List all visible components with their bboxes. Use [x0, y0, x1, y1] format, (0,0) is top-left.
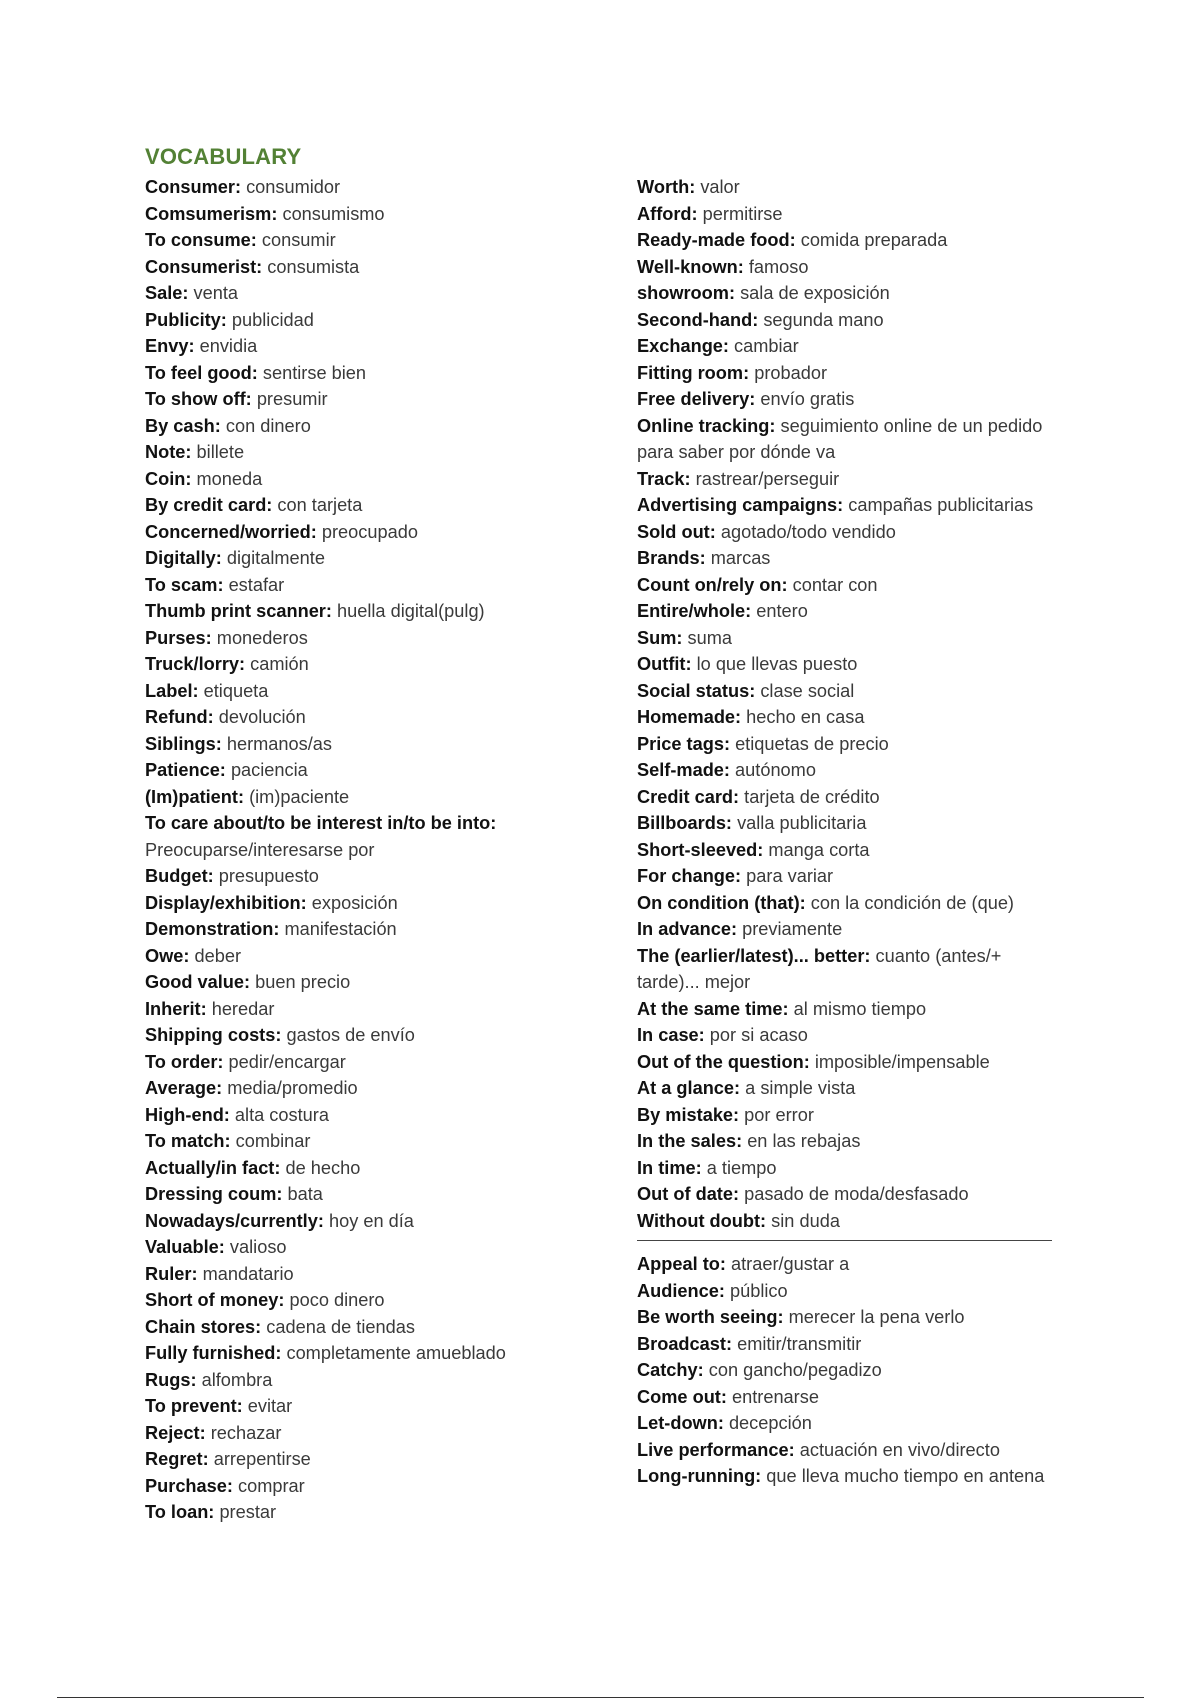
entry-term: Demonstration: — [145, 919, 280, 939]
entry-definition: presupuesto — [218, 866, 319, 886]
entry-term: Actually/in fact: — [145, 1157, 281, 1178]
entry-definition: digitalmente — [226, 548, 325, 568]
vocabulary-entry — [637, 280, 1067, 307]
entry-definition: marcas — [710, 548, 771, 568]
entry-term: By cash: — [145, 415, 221, 436]
vocabulary-entry — [145, 254, 615, 281]
vocabulary-entry — [145, 1446, 615, 1473]
entry-definition: contar con — [792, 574, 878, 595]
entry-definition: consumismo — [282, 203, 385, 224]
entry-definition: hecho en casa — [746, 707, 865, 727]
vocabulary-entry — [637, 572, 1067, 599]
entry-term: To prevent: — [145, 1396, 243, 1416]
footer-rule — [57, 1697, 1144, 1698]
entry-definition: por si acaso — [709, 1025, 808, 1045]
entry-term: Exchange: — [637, 336, 729, 356]
entry-definition: a simple vista — [745, 1078, 856, 1098]
vocabulary-entry — [145, 1499, 615, 1526]
entry-term: Nowadays/currently: — [145, 1210, 324, 1231]
entry-definition: cambiar — [734, 336, 799, 356]
entry-definition: comprar — [238, 1475, 305, 1496]
entry-definition: rechazar — [210, 1422, 282, 1443]
entry-definition: decepción — [728, 1413, 812, 1433]
vocabulary-entry — [145, 1367, 615, 1394]
vocabulary-entry — [145, 492, 615, 519]
vocabulary-column-right — [637, 174, 1067, 1490]
entry-term: Entire/whole: — [637, 601, 752, 621]
entry-definition: rastrear/perseguir — [695, 468, 840, 489]
vocabulary-entry — [637, 651, 1067, 678]
entry-term: Broadcast: — [637, 1333, 733, 1354]
entry-term: showroom: — [637, 283, 736, 303]
entry-term: Comsumerism: — [145, 203, 278, 224]
entry-definition: combinar — [235, 1131, 311, 1151]
vocabulary-entry — [637, 1331, 1067, 1358]
entry-term: Homemade: — [637, 707, 742, 727]
vocabulary-entry — [637, 1049, 1067, 1076]
vocabulary-entry — [145, 1049, 615, 1076]
entry-term: Second-hand: — [637, 309, 759, 330]
entry-term: On condition (that): — [637, 892, 806, 913]
entry-term: Consumer: — [145, 177, 241, 197]
entry-definition: famoso — [748, 256, 809, 277]
entry-definition: alta costura — [234, 1104, 329, 1125]
entry-definition: alfombra — [201, 1369, 273, 1390]
entry-definition: consumista — [267, 256, 360, 277]
entry-definition: billete — [196, 442, 245, 462]
vocabulary-entry — [145, 1287, 615, 1314]
entry-definition: huella digital(pulg) — [337, 601, 485, 621]
entry-definition: merecer la pena verlo — [788, 1307, 965, 1327]
entry-term: Without doubt: — [637, 1210, 767, 1231]
entry-term: Outfit: — [637, 654, 692, 674]
entry-definition: autónomo — [735, 760, 816, 780]
entry-term: To feel good: — [145, 362, 258, 383]
entry-definition: camión — [250, 654, 309, 674]
vocabulary-entry — [637, 1155, 1067, 1182]
entry-definition: completamente amueblado — [286, 1343, 506, 1363]
vocabulary-entry — [637, 1463, 1067, 1490]
entry-definition: con gancho/pegadizo — [708, 1360, 882, 1380]
entry-definition: hoy en día — [328, 1210, 414, 1231]
vocabulary-entry — [145, 1314, 615, 1341]
entry-term: Shipping costs: — [145, 1025, 282, 1045]
vocabulary-entry — [637, 227, 1067, 254]
entry-term: Well-known: — [637, 256, 744, 277]
entry-definition: manifestación — [284, 919, 397, 939]
entry-definition: consumir — [261, 230, 336, 250]
entry-term: Thumb print scanner: — [145, 601, 332, 621]
entry-term: To care about/to be interest in/to be into: — [145, 813, 497, 833]
entry-definition: atraer/gustar a — [730, 1254, 850, 1274]
entry-term: Free delivery: — [637, 389, 756, 409]
vocabulary-entry — [637, 1022, 1067, 1049]
vocabulary-entry — [637, 333, 1067, 360]
entry-definition: envidia — [199, 336, 258, 356]
vocabulary-entry — [145, 678, 615, 705]
entry-term: Purses: — [145, 627, 212, 648]
entry-definition: Preocuparse/interesarse por — [145, 839, 375, 860]
vocabulary-entry — [145, 810, 615, 863]
vocabulary-entry — [637, 704, 1067, 731]
entry-definition: con la condición de (que) — [810, 892, 1014, 913]
vocabulary-entry — [145, 625, 615, 652]
vocabulary-entry — [145, 572, 615, 599]
entry-definition: prestar — [219, 1502, 277, 1522]
vocabulary-entry — [637, 492, 1067, 519]
entry-definition: para variar — [746, 866, 834, 886]
entry-term: Live performance: — [637, 1439, 795, 1460]
vocabulary-entry — [145, 1420, 615, 1447]
entry-definition: monederos — [216, 627, 308, 648]
vocabulary-entry — [637, 1357, 1067, 1384]
entry-term: Short-sleeved: — [637, 839, 764, 860]
entry-term: Worth: — [637, 177, 696, 197]
vocabulary-entry — [637, 1181, 1067, 1208]
vocabulary-entry — [637, 996, 1067, 1023]
entry-term: To order: — [145, 1051, 224, 1072]
entry-term: Display/exhibition: — [145, 892, 307, 913]
entry-term: Sold out: — [637, 521, 716, 542]
entry-term: Online tracking: — [637, 415, 776, 436]
entry-term: Chain stores: — [145, 1316, 262, 1337]
entry-definition: deber — [194, 945, 242, 966]
entry-definition: publicidad — [231, 309, 314, 330]
vocabulary-entry — [145, 1075, 615, 1102]
entry-definition: presumir — [256, 389, 328, 409]
entry-term: Ready-made food: — [637, 230, 796, 250]
vocabulary-entry — [637, 863, 1067, 890]
entry-term: Rugs: — [145, 1369, 197, 1390]
entry-definition: de hecho — [285, 1157, 361, 1178]
vocabulary-entry — [145, 1022, 615, 1049]
entry-definition: agotado/todo vendido — [720, 521, 896, 542]
vocabulary-entry — [637, 413, 1067, 466]
entry-term: Audience: — [637, 1280, 725, 1301]
entry-definition: sentirse bien — [262, 362, 366, 383]
entry-term: Price tags: — [637, 733, 730, 754]
entry-term: Sum: — [637, 627, 683, 648]
entry-definition: que lleva mucho tiempo en antena — [766, 1466, 1045, 1486]
entry-term: At a glance: — [637, 1078, 741, 1098]
entry-definition: al mismo tiempo — [793, 998, 927, 1019]
entry-definition: suma — [687, 627, 733, 648]
entry-term: To consume: — [145, 230, 257, 250]
vocabulary-entry — [637, 890, 1067, 917]
vocabulary-entry — [145, 598, 615, 625]
entry-definition: gastos de envío — [286, 1025, 415, 1045]
entry-term: Afford: — [637, 203, 698, 224]
entry-definition: pedir/encargar — [228, 1051, 346, 1072]
vocabulary-entry — [145, 439, 615, 466]
entry-term: Dressing coum: — [145, 1184, 283, 1204]
entry-definition: previamente — [742, 919, 843, 939]
entry-definition: devolución — [218, 707, 306, 727]
vocabulary-entry — [145, 757, 615, 784]
vocabulary-entry — [145, 227, 615, 254]
entry-term: To loan: — [145, 1502, 215, 1522]
entry-definition: clase social — [760, 680, 855, 701]
entry-term: Out of the question: — [637, 1051, 810, 1072]
entry-term: In time: — [637, 1157, 702, 1178]
entry-term: Inherit: — [145, 998, 207, 1019]
entry-definition: evitar — [247, 1396, 293, 1416]
vocabulary-entry — [145, 307, 615, 334]
vocabulary-entry — [637, 254, 1067, 281]
entry-definition: estafar — [228, 574, 285, 595]
vocabulary-entry — [145, 943, 615, 970]
vocabulary-entry — [145, 466, 615, 493]
vocabulary-entry — [145, 1208, 615, 1235]
vocabulary-entry — [145, 731, 615, 758]
entry-definition: tarjeta de crédito — [744, 786, 880, 807]
entry-term: Count on/rely on: — [637, 574, 788, 595]
entry-term: The (earlier/latest)... better: — [637, 945, 871, 966]
entry-definition: valioso — [229, 1237, 287, 1257]
entry-term: To show off: — [145, 389, 252, 409]
vocabulary-entry — [637, 466, 1067, 493]
vocabulary-entry — [145, 201, 615, 228]
entry-definition: envío gratis — [760, 389, 855, 409]
vocabulary-entry — [145, 280, 615, 307]
vocabulary-entry — [145, 1261, 615, 1288]
vocabulary-entry — [637, 757, 1067, 784]
vocabulary-entry — [145, 1340, 615, 1367]
entry-definition: permitirse — [702, 203, 783, 224]
vocabulary-entry — [637, 1251, 1067, 1278]
entry-definition: lo que llevas puesto — [696, 654, 858, 674]
vocabulary-entry — [637, 1437, 1067, 1464]
vocabulary-entry — [145, 545, 615, 572]
vocabulary-entry — [637, 1102, 1067, 1129]
entry-term: Label: — [145, 680, 199, 701]
vocabulary-entry — [637, 916, 1067, 943]
entry-definition: exposición — [311, 892, 398, 913]
entry-term: Self-made: — [637, 760, 730, 780]
vocabulary-entry — [637, 598, 1067, 625]
entry-definition: a tiempo — [706, 1157, 777, 1178]
entry-definition: moneda — [196, 468, 263, 489]
entry-term: Envy: — [145, 336, 195, 356]
vocabulary-entry — [145, 519, 615, 546]
entry-definition: pasado de moda/desfasado — [744, 1184, 969, 1204]
entry-definition: heredar — [211, 998, 275, 1019]
entry-term: Out of date: — [637, 1184, 740, 1204]
entry-term: Budget: — [145, 866, 214, 886]
vocabulary-entry — [637, 678, 1067, 705]
entry-term: Concerned/worried: — [145, 521, 317, 542]
vocabulary-entry — [145, 360, 615, 387]
entry-term: Be worth seeing: — [637, 1307, 784, 1327]
vocabulary-entry — [637, 1304, 1067, 1331]
entry-definition: cuanto (antes/+ tarde)... mejor — [637, 945, 1002, 992]
entry-definition: en las rebajas — [747, 1131, 861, 1151]
entry-definition: manga corta — [768, 839, 870, 860]
entry-term: Patience: — [145, 760, 226, 780]
vocabulary-entry — [637, 307, 1067, 334]
vocabulary-entry — [637, 1128, 1067, 1155]
vocabulary-entry — [145, 1102, 615, 1129]
entry-definition: entrenarse — [731, 1386, 819, 1407]
entry-term: (Im)patient: — [145, 786, 245, 807]
vocabulary-entry — [637, 1208, 1067, 1235]
entry-definition: actuación en vivo/directo — [799, 1439, 1000, 1460]
vocabulary-entry — [145, 704, 615, 731]
entry-term: Advertising campaigns: — [637, 495, 844, 515]
entry-term: Fully furnished: — [145, 1343, 282, 1363]
vocabulary-entry — [637, 1384, 1067, 1411]
vocabulary-entry — [637, 201, 1067, 228]
vocabulary-entry — [145, 1128, 615, 1155]
entry-definition: con tarjeta — [277, 495, 363, 515]
entry-term: To scam: — [145, 574, 224, 595]
vocabulary-entry — [145, 651, 615, 678]
entry-definition: etiquetas de precio — [735, 733, 889, 754]
entry-term: Digitally: — [145, 548, 222, 568]
entry-definition: público — [729, 1280, 788, 1301]
entry-term: Short of money: — [145, 1290, 285, 1310]
vocabulary-entry — [145, 386, 615, 413]
vocabulary-entry — [145, 1234, 615, 1261]
entry-definition: imposible/impensable — [814, 1051, 990, 1072]
entry-definition: cadena de tiendas — [266, 1316, 415, 1337]
entry-term: At the same time: — [637, 998, 789, 1019]
entry-definition: buen precio — [255, 972, 351, 992]
entry-term: To match: — [145, 1131, 231, 1151]
entry-definition: probador — [754, 362, 828, 383]
vocabulary-entry — [637, 784, 1067, 811]
vocabulary-entry — [145, 863, 615, 890]
entry-term: Average: — [145, 1078, 223, 1098]
vocabulary-entry — [637, 545, 1067, 572]
vocabulary-entry — [637, 837, 1067, 864]
entry-term: In case: — [637, 1025, 705, 1045]
entry-definition: comida preparada — [800, 230, 948, 250]
entry-term: Fitting room: — [637, 362, 750, 383]
entry-term: Valuable: — [145, 1237, 225, 1257]
vocabulary-entry — [145, 333, 615, 360]
vocabulary-entry — [145, 969, 615, 996]
vocabulary-entry — [145, 1393, 615, 1420]
vocabulary-entry — [145, 1473, 615, 1500]
entry-term: Consumerist: — [145, 256, 263, 277]
entry-term: Coin: — [145, 468, 192, 489]
entry-definition: poco dinero — [289, 1290, 385, 1310]
entry-definition: preocupado — [321, 521, 418, 542]
entry-definition: (im)paciente — [249, 786, 350, 807]
entry-definition: bata — [287, 1184, 323, 1204]
entry-term: Refund: — [145, 707, 214, 727]
entry-definition: arrepentirse — [213, 1449, 311, 1469]
vocabulary-entry — [145, 916, 615, 943]
entry-definition: valla publicitaria — [737, 813, 867, 833]
section-divider — [637, 1240, 1052, 1241]
entry-term: Appeal to: — [637, 1254, 726, 1274]
vocabulary-column-left — [145, 174, 615, 1526]
entry-definition: seguimiento online de un pedido para saber por dónde va — [637, 415, 1043, 462]
entry-term: Publicity: — [145, 309, 227, 330]
vocabulary-entry — [637, 625, 1067, 652]
entry-definition: valor — [700, 177, 740, 197]
entry-definition: sala de exposición — [740, 283, 890, 303]
page-title: VOCABULARY — [145, 144, 302, 169]
entry-term: Owe: — [145, 945, 190, 966]
entry-definition: sin duda — [771, 1210, 840, 1231]
entry-term: Social status: — [637, 680, 756, 701]
vocabulary-entry — [637, 174, 1067, 201]
vocabulary-entry — [145, 1155, 615, 1182]
vocabulary-entry — [145, 890, 615, 917]
vocabulary-entry — [145, 174, 615, 201]
entry-term: Truck/lorry: — [145, 654, 246, 674]
entry-term: In advance: — [637, 919, 738, 939]
entry-term: Long-running: — [637, 1466, 762, 1486]
entry-term: Note: — [145, 442, 192, 462]
vocabulary-entry — [145, 413, 615, 440]
entry-term: Regret: — [145, 1449, 209, 1469]
entry-term: For change: — [637, 866, 742, 886]
entry-definition: venta — [193, 283, 239, 303]
entry-term: By mistake: — [637, 1104, 740, 1125]
vocabulary-entry — [145, 996, 615, 1023]
vocabulary-entry — [637, 810, 1067, 837]
entry-term: Billboards: — [637, 813, 732, 833]
entry-term: Ruler: — [145, 1263, 198, 1284]
entry-term: Come out: — [637, 1386, 727, 1407]
entry-definition: etiqueta — [203, 680, 269, 701]
entry-term: In the sales: — [637, 1131, 743, 1151]
vocabulary-entry — [637, 1075, 1067, 1102]
entry-definition: emitir/transmitir — [737, 1333, 862, 1354]
entry-definition: hermanos/as — [226, 733, 332, 754]
entry-term: Reject: — [145, 1422, 206, 1443]
vocabulary-entry — [145, 784, 615, 811]
vocabulary-entry — [637, 943, 1067, 996]
entry-term: By credit card: — [145, 495, 273, 515]
entry-term: Let-down: — [637, 1413, 724, 1433]
entry-term: Catchy: — [637, 1360, 704, 1380]
entry-definition: consumidor — [246, 177, 341, 197]
vocabulary-entry — [637, 360, 1067, 387]
entry-term: Good value: — [145, 972, 251, 992]
entry-term: Credit card: — [637, 786, 740, 807]
vocabulary-entry — [637, 1278, 1067, 1305]
entry-definition: media/promedio — [227, 1078, 358, 1098]
entry-term: High-end: — [145, 1104, 230, 1125]
vocabulary-entry — [145, 1181, 615, 1208]
entry-term: Siblings: — [145, 733, 222, 754]
entry-term: Brands: — [637, 548, 706, 568]
entry-definition: mandatario — [202, 1263, 294, 1284]
entry-definition: campañas publicitarias — [848, 495, 1034, 515]
entry-definition: con dinero — [225, 415, 311, 436]
entry-definition: entero — [756, 601, 808, 621]
entry-term: Track: — [637, 468, 691, 489]
vocabulary-entry — [637, 386, 1067, 413]
vocabulary-entry — [637, 731, 1067, 758]
vocabulary-entry — [637, 1410, 1067, 1437]
vocabulary-entry — [637, 519, 1067, 546]
entry-definition: paciencia — [230, 760, 308, 780]
entry-definition: por error — [744, 1104, 814, 1125]
entry-definition: segunda mano — [763, 309, 884, 330]
entry-term: Sale: — [145, 283, 189, 303]
entry-term: Purchase: — [145, 1475, 233, 1496]
